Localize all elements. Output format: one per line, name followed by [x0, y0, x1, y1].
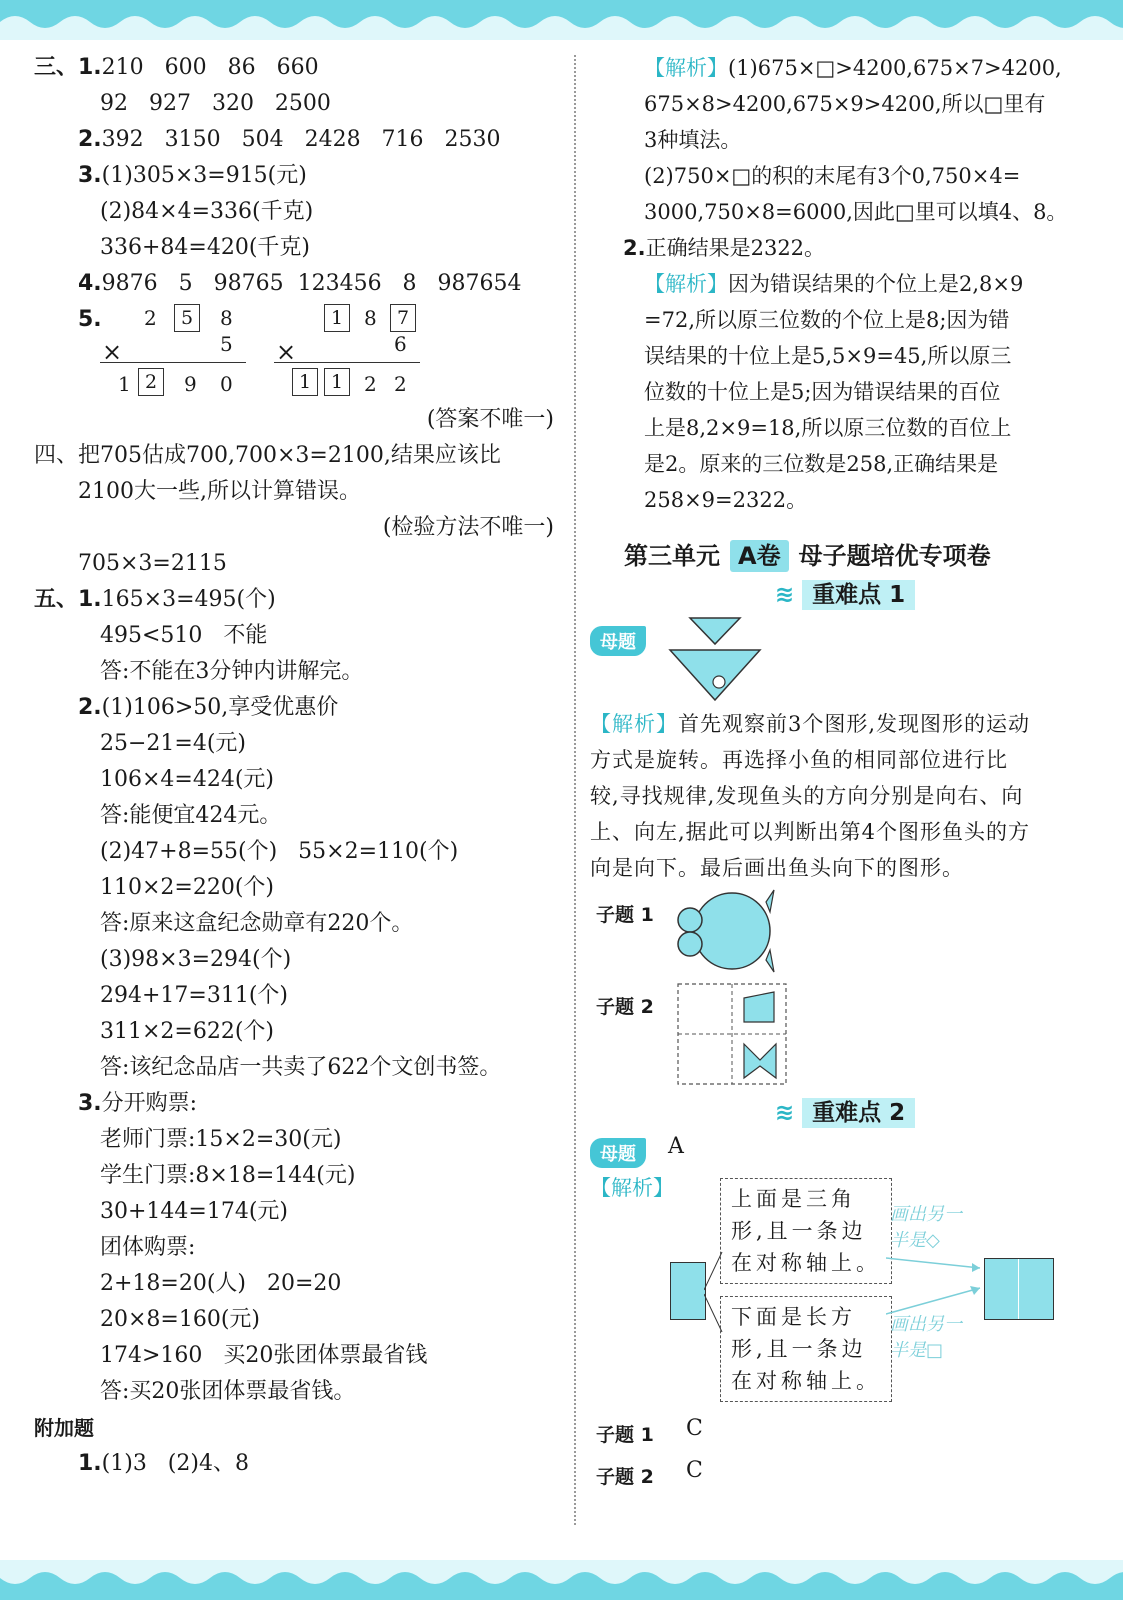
analysis-line: (2)750×□的积的末尾有3个0,750×4= [644, 164, 1021, 188]
analysis-line: 误结果的十位上是5,5×9=45,所以原三 [644, 344, 1012, 368]
answer-5-3-line: 老师门票:15×2=30(元) [100, 1127, 342, 1152]
answer-5-2-line: 110×2=220(个) [100, 875, 275, 900]
m1-digit: 8 [220, 306, 233, 330]
volume-badge: A卷 [730, 540, 789, 572]
answer-5-2-line: 答:原来这盒纪念勋章有220个。 [100, 911, 414, 936]
analysis-tag: 【解析】 [590, 1176, 674, 1200]
wave-icon: ≋ [774, 1100, 795, 1126]
answer-5-2-line: 106×4=424(元) [100, 767, 275, 792]
m1-rule [100, 362, 246, 363]
answer-2: 2.正确结果是2322。 [623, 236, 826, 260]
analysis-line: 上是8,2×9=18,所以原三位数的百位上 [644, 416, 1012, 440]
half-shape [670, 1262, 706, 1320]
answer-5-2-line: 25−21=4(元) [100, 731, 247, 756]
answer-3-3: 3.(1)305×3=915(元) [78, 163, 307, 188]
note-answer-not-unique: (答案不唯一) [426, 407, 554, 432]
answer-3-1-row2: 92 927 320 2500 [100, 91, 331, 116]
analysis-line: 是2。原来的三位数是258,正确结果是 [644, 452, 999, 476]
m2-digit: 2 [394, 372, 407, 396]
analysis-line: 位数的十位上是5;因为错误结果的百位 [644, 380, 1001, 404]
mother-answer: A [668, 1134, 684, 1159]
m1-box-digit: 2 [138, 368, 164, 396]
note-check-method: (检验方法不唯一) [382, 515, 554, 540]
analysis-line: 3种填法。 [644, 128, 742, 152]
sub-question-label: 子题 1 [596, 904, 654, 926]
m1-box-digit: 5 [174, 304, 200, 332]
analysis-line: 675×8>4200,675×9>4200,所以□里有 [644, 92, 1046, 116]
answer-5-2-line: (3)98×3=294(个) [100, 947, 292, 972]
answer-5-3-line: 学生门票:8×18=144(元) [100, 1163, 356, 1188]
answer-3-2: 2.392 3150 504 2428 716 2530 [78, 127, 501, 152]
column-divider [574, 55, 576, 1525]
grid-figure [676, 982, 788, 1088]
analysis-line: 3000,750×8=6000,因此□里可以填4、8。 [644, 200, 1068, 224]
m2-digit: 8 [364, 306, 377, 330]
key-point-2-heading: ≋ 重难点 2 [590, 1094, 1100, 1132]
answer-5-3-line: 2+18=20(人) 20=20 [100, 1271, 342, 1296]
answer-5-1-line2: 495<510 不能 [100, 623, 268, 648]
mother-question-1 [590, 614, 1100, 706]
answer-5-3-line: 174>160 买20张团体票最省钱 [100, 1343, 428, 1368]
answer-5-1-line3: 答:不能在3分钟内讲解完。 [100, 659, 364, 684]
analysis-line: 258×9=2322。 [644, 488, 808, 512]
answer-4-line2: 2100大一些,所以计算错误。 [78, 479, 361, 504]
full-shape [984, 1258, 1054, 1320]
m2-multiplier: 6 [394, 332, 407, 356]
m2-box-digit: 1 [292, 368, 318, 396]
answer-3-3-line3: 336+84=420(千克) [100, 235, 311, 260]
analysis-line: =72,所以原三位数的个位上是8;因为错 [644, 308, 1010, 332]
sub-question-label: 子题 2 [596, 1466, 654, 1488]
answer-5-2-line: 294+17=311(个) [100, 983, 289, 1008]
extra-question-heading: 附加题 [34, 1416, 94, 1440]
multiplication-diagrams [34, 302, 554, 402]
m1-times: × [102, 338, 123, 366]
answer-5-2-line: 311×2=622(个) [100, 1019, 275, 1044]
sub-answer-value: C [686, 1416, 703, 1441]
m1-digit: 0 [220, 372, 233, 396]
analysis-tag: 【解析】 [644, 272, 728, 296]
analysis-line: 【解析】因为错误结果的个位上是2,8×9 [644, 272, 1024, 296]
answer-5-2-line: 答:能便宜424元。 [100, 803, 282, 828]
mother-badge: 母题 [590, 626, 646, 656]
mother-badge: 母题 [590, 1138, 646, 1168]
sub-question-2 [590, 982, 1100, 1094]
explanation-line: 【解析】首先观察前3个图形,发现图形的运动 [590, 712, 1031, 736]
right-column [590, 50, 1100, 1496]
wave-icon: ≋ [774, 582, 795, 608]
fish-figure [668, 614, 768, 706]
m2-box-digit: 1 [324, 304, 350, 332]
answer-5-2: 2.(1)106>50,享受优惠价 [78, 695, 339, 720]
sub-question-label: 子题 1 [596, 1424, 654, 1446]
answer-5-3-line: 团体购票: [100, 1235, 196, 1260]
explanation-line: 向是向下。最后画出鱼头向下的图形。 [590, 856, 964, 880]
mother-question-2 [590, 1132, 1100, 1172]
arrow-lines [886, 1232, 986, 1342]
sub-question-label: 子题 2 [596, 996, 654, 1018]
answer-3-4: 4.9876 5 98765 123456 8 987654 [78, 271, 522, 296]
m1-multiplier: 5 [220, 332, 233, 356]
m2-box-digit: 7 [390, 304, 416, 332]
m1-digit: 1 [118, 372, 131, 396]
answer-5-3-line: 20×8=160(元) [100, 1307, 261, 1332]
answer-5-3: 3.分开购票: [78, 1091, 198, 1116]
answer-5-3-line: 答:买20张团体票最省钱。 [100, 1379, 356, 1404]
answer-5-2-line: (2)47+8=55(个) 55×2=110(个) [100, 839, 459, 864]
m2-digit: 2 [364, 372, 377, 396]
m2-box-digit: 1 [324, 368, 350, 396]
analysis-diagram [590, 1172, 1100, 1412]
bottom-explanation-box: 下面是长方形,且一条边在对称轴上。 [720, 1296, 892, 1402]
handwritten-note-2: 画出另一半是□ [890, 1314, 962, 1361]
explanation-line: 较,寻找规律,发现鱼头的方向分别是向右、向 [590, 784, 1024, 808]
left-column: 三、1.210 600 86 660 92 927 320 2500 2.392 3150 504 2428 716 2530 3.(1)305×3=915(元) (2)84×4=336(千克) 336+84=420(千克) 4.9876 5 98765 123456 8 987654 5. 2 5 8 × 5 1 2 9 0 1 8 7 × 6 1 1 2 2 (答案不唯一) 四、把705估成700,700×3=2100,结果应该比 2100大一些,所以计算错误。 (检验方法不唯一) 705×3=2115 五、1.165×3=495(个) 495<510 不能 答:不能在3分钟内讲解完。 2.(1)106>50,享受优惠价 25−21=4(元) 106×4=424(元) 答:能便宜424元。 (2)47+8=55(个) 55×2=110(个) 110×2=220(个) 答:原来这盒纪念勋章有220个。 (3)98×3=294(个) 294+17=311(个) 311×2=622(个) 答:该纪念品店一共卖了622个文创书签。 3.分开购票: 老师门票:15×2=30(元) 学生门票:8×18=144(元) 30+144=174(元) 团体购票: 2+18=20(人) 20=20 20×8=160(元) 174>160 买20张团体票最省钱 答:买20张团体票最省钱。 附加题 1.(1)3 (2)4、8 [34, 50, 554, 1482]
analysis-tag: 【解析】 [644, 56, 728, 80]
handwritten-note-1: 画出另一半是◇ [890, 1204, 962, 1251]
m1-digit: 2 [144, 306, 157, 330]
m2-times: × [276, 338, 297, 366]
explanation-line: 方式是旋转。再选择小鱼的相同部位进行比 [590, 748, 1008, 772]
sub-question-1 [590, 886, 1100, 978]
answer-5-1: 五、1.165×3=495(个) [34, 587, 276, 612]
bottom-wave-border [0, 1560, 1123, 1600]
cat-figure [674, 888, 784, 976]
answer-3-1: 三、1.210 600 86 660 [34, 55, 319, 80]
answer-3-3-line2: (2)84×4=336(千克) [100, 199, 314, 224]
answer-4-check: 705×3=2115 [78, 551, 227, 576]
unit-title: 第三单元 A卷 母子题培优专项卷 [624, 542, 991, 570]
answer-4-line1: 四、把705估成700,700×3=2100,结果应该比 [34, 443, 501, 468]
answer-5-3-line: 30+144=174(元) [100, 1199, 289, 1224]
m1-digit: 9 [184, 372, 197, 396]
key-point-1-heading: ≋ 重难点 1 [590, 576, 1100, 614]
sub-answer-1 [590, 1412, 1100, 1454]
sub-answer-value: C [686, 1458, 703, 1483]
top-explanation-box: 上面是三角形,且一条边在对称轴上。 [720, 1178, 892, 1284]
top-wave-border [0, 0, 1123, 40]
sub-answer-2 [590, 1454, 1100, 1496]
analysis-line: 【解析】(1)675×□>4200,675×7>4200, [644, 56, 1062, 80]
answer-5-2-line: 答:该纪念品店一共卖了622个文创书签。 [100, 1055, 502, 1080]
extra-answer-1: 1.(1)3 (2)4、8 [78, 1451, 249, 1476]
m2-rule [274, 362, 420, 363]
explanation-line: 上、向左,据此可以判断出第4个图形鱼头的方 [590, 820, 1031, 844]
